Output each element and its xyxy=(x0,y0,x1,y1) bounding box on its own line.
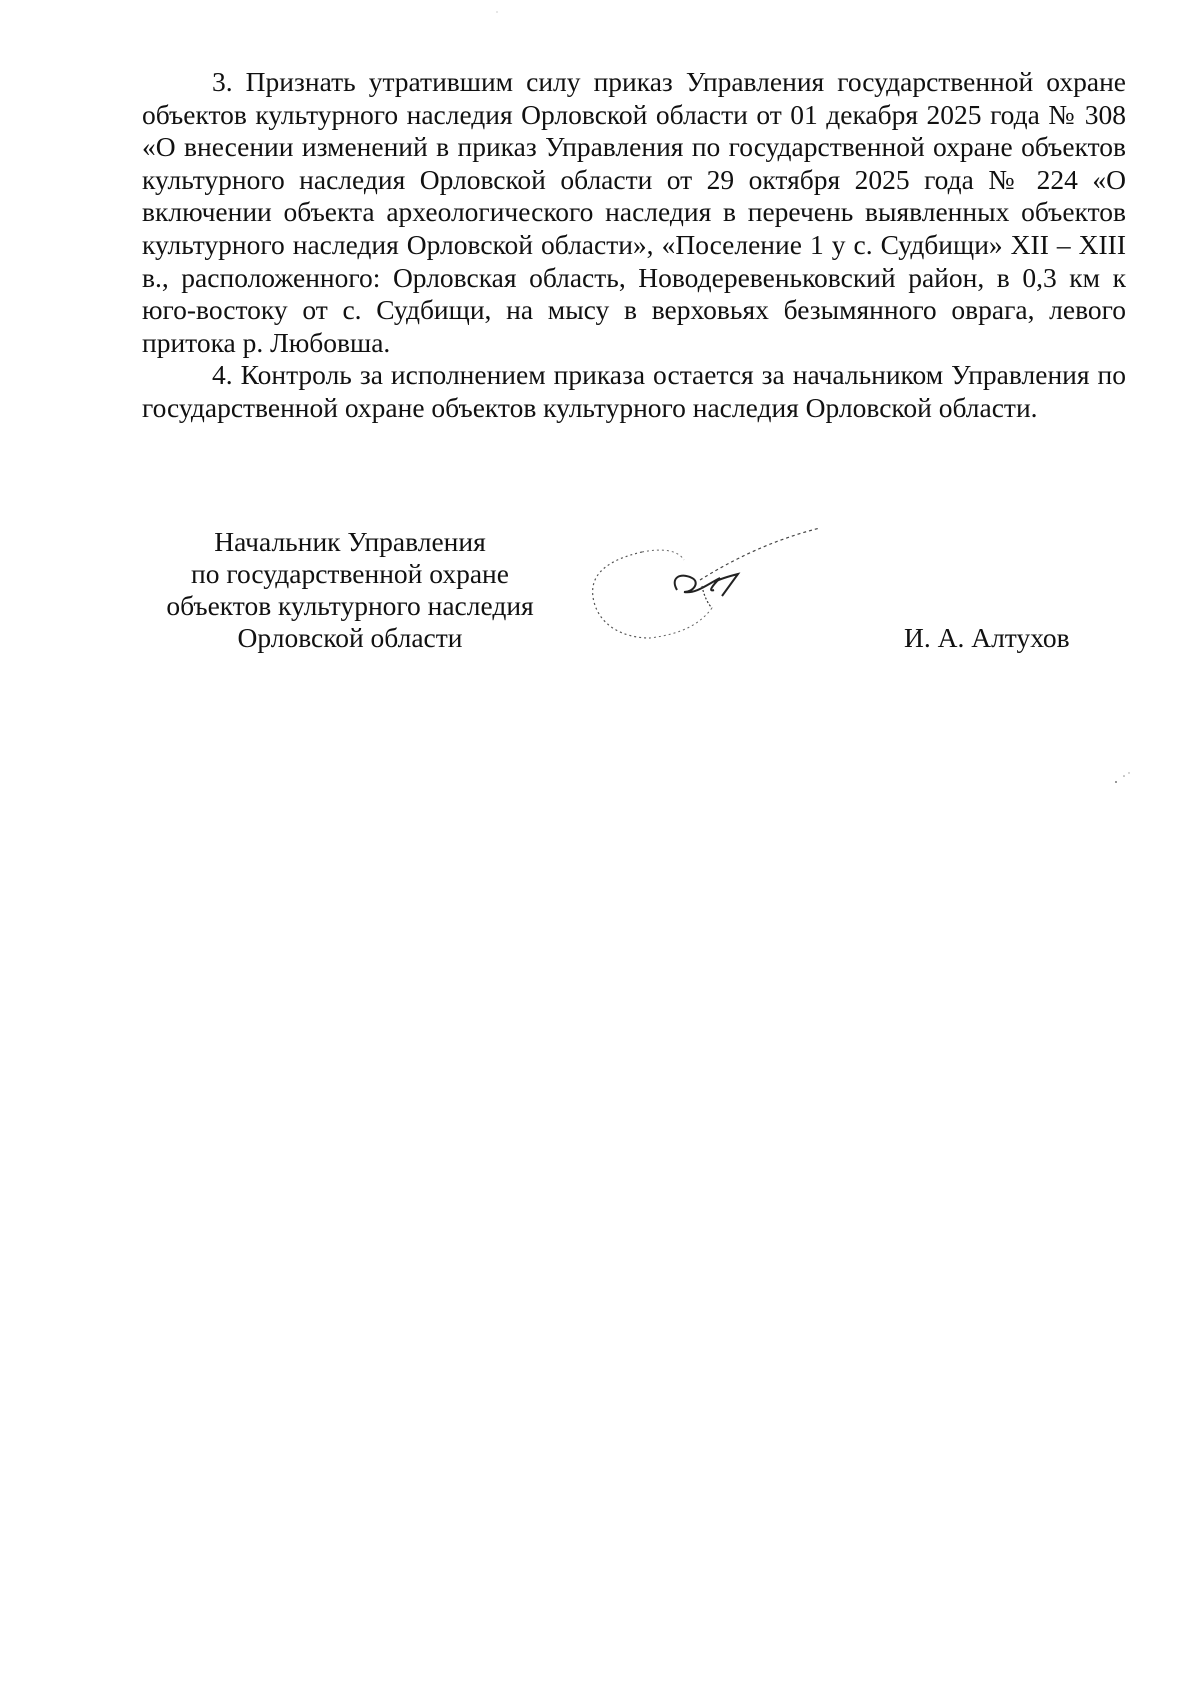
signer-position-line: по государственной охране xyxy=(191,558,509,589)
handwritten-signature xyxy=(582,520,842,660)
signer-position-line: Начальник Управления xyxy=(214,526,486,557)
signer-position-line: Орловской области xyxy=(237,622,463,653)
paragraph-4: 4. Контроль за исполнением приказа остается за начальником Управления по государственной охране объектов культурного наследия Орловской области. xyxy=(142,359,1126,423)
signer-position xyxy=(150,526,550,654)
scan-artifact-icon xyxy=(492,8,502,16)
signer-position-line: объектов культурного наследия xyxy=(166,590,534,621)
signer-name: И. А. Алтухов xyxy=(904,622,1070,653)
document-body xyxy=(142,66,1126,425)
scan-artifact-icon xyxy=(1110,768,1134,792)
paragraph-3: 3. Признать утратившим силу приказ Управления государственной охране объектов культурного наследия Орловской области от 01 декабря 2025 года № 308 «О внесении изменений в приказ Управления по государственной охране объектов культурного наследия Орловской области от 29 октября 2025 года № 224 «О включении объекта археологического наследия в перечень выявленных объектов культурного наследия Орловской области», «Поселение 1 у с. Судбищи» XII – XIII в., расположенного: Орловская область, Новодеревеньковский район, в 0,3 км к юго-востоку от с. Судбищи, на мысу в верховьях безымянного оврага, левого притока р. Любовша. xyxy=(142,66,1126,358)
